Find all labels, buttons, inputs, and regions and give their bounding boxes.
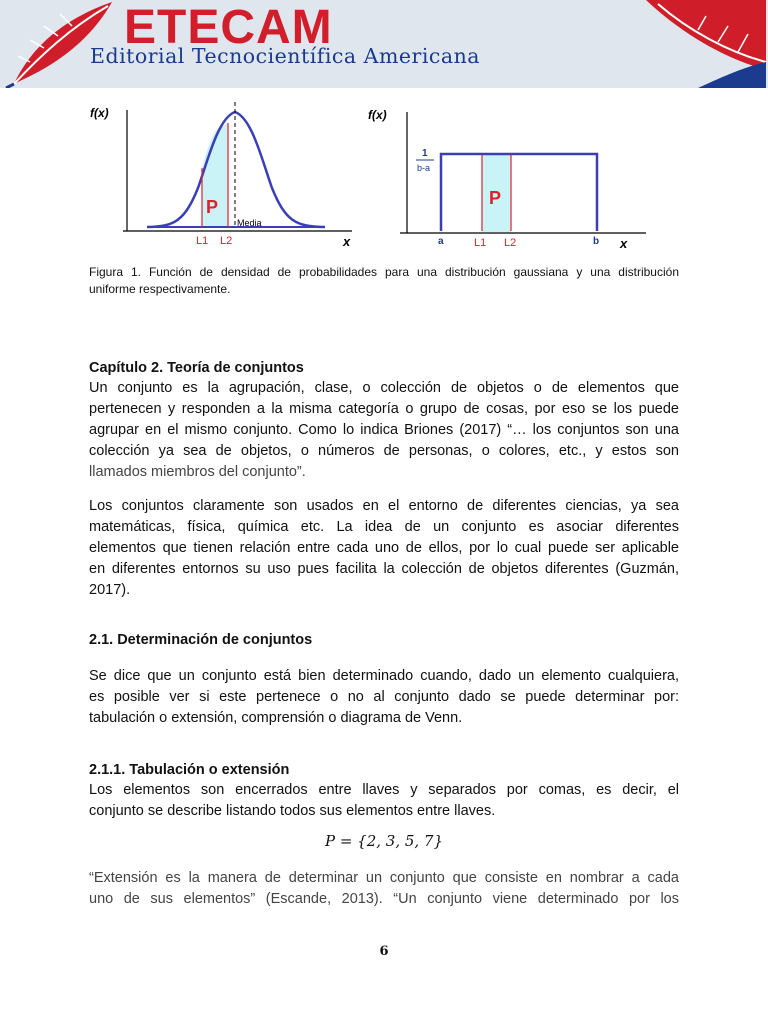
figure-caption [89, 264, 679, 298]
y-axis-label: f(x) [368, 108, 387, 122]
uniform-density-rect [441, 154, 597, 231]
page-number: 6 [379, 944, 389, 959]
section-heading: 2.1. Determinación de conjuntos [89, 632, 313, 648]
text-line: agrupar en el mismo conjunto. Como lo indica Briones (2017) “… los conjuntos son una [89, 422, 679, 438]
region-label: P [489, 188, 502, 208]
l1-label: L1 [474, 237, 487, 249]
publisher-header [0, 0, 768, 88]
text-line: elementos que tienen relación entre cada uno de ellos, por lo cual puede ser aplicable [89, 540, 679, 556]
region-label: P [206, 197, 219, 217]
gaussian-curve [147, 112, 325, 227]
text-line: “Extensión es la manera de determinar un conjunto que consiste en nombrar a cada [89, 870, 679, 886]
y-axis-label: f(x) [90, 106, 109, 120]
x-axis-label: x [620, 236, 628, 251]
l1-label: L1 [196, 235, 209, 247]
b-label: b [593, 236, 600, 247]
paragraph [89, 378, 679, 483]
l2-label: L2 [504, 237, 517, 249]
text-line: Un conjunto es la agrupación, clase, o colección de objetos o de elementos que [89, 380, 679, 396]
text-line: matemáticas, física, química etc. La idea de un conjunto es asociar diferentes [89, 519, 679, 535]
text-line: 2017). [89, 582, 131, 598]
caption-line: uniforme respectivamente. [89, 282, 231, 296]
text-line: Los conjuntos claramente son usados en el entorno de diferentes ciencias, ya sea [89, 498, 679, 514]
text-line: colección ya sea de objetos, o números de personas, o colores, etc., y estos son [89, 443, 679, 459]
a-label: a [438, 236, 444, 247]
mean-label: Media [237, 218, 262, 228]
text-line: conjunto se describe listando todos sus elementos entre llaves. [89, 803, 496, 819]
publisher-logo-title: ETECAM [124, 1, 333, 54]
publisher-logo-subtitle: Editorial Tecnocientífica Americana [90, 44, 481, 68]
text-line: es posible ver si este pertenece o no al conjunto dado se puede determinar por: [89, 689, 679, 705]
paragraph [89, 780, 679, 822]
text-line: pertenecen y responden a la misma categoría o grupo de cosas, por eso se los puede [89, 401, 679, 417]
height-numerator: 1 [422, 148, 428, 159]
uniform-density-figure [362, 100, 662, 252]
subsection-heading: 2.1.1. Tabulación o extensión [89, 762, 290, 778]
text-line: llamados miembros del conjunto”. [89, 464, 306, 480]
text-line: uno de sus elementos” (Escande, 2013). “Un conjunto viene determinado por los [89, 891, 679, 907]
paragraph [89, 666, 679, 729]
paragraph [89, 496, 679, 601]
caption-line: Figura 1. Función de densidad de probabilidades para una distribución gaussiana y una distribución [89, 265, 679, 279]
quill-feather-icon [638, 0, 768, 88]
text-line: en diferentes entornos su uso pues facilita la colección de objetos diferentes (Guzmán, [89, 561, 679, 577]
height-denominator: b-a [417, 163, 431, 173]
l2-label: L2 [220, 235, 233, 247]
set-formula: P = {2, 3, 5, 7} [324, 832, 444, 850]
text-line: Se dice que un conjunto está bien determinado cuando, dado un elemento cualquiera, [89, 668, 679, 684]
gaussian-density-figure [90, 100, 370, 252]
x-axis-label: x [343, 234, 351, 249]
paragraph [89, 868, 679, 910]
chapter-heading: Capítulo 2. Teoría de conjuntos [89, 360, 304, 376]
text-line: tabulación o extensión, comprensión o diagrama de Venn. [89, 710, 463, 726]
text-line: Los elementos son encerrados entre llaves y separados por comas, es decir, el [89, 782, 679, 798]
